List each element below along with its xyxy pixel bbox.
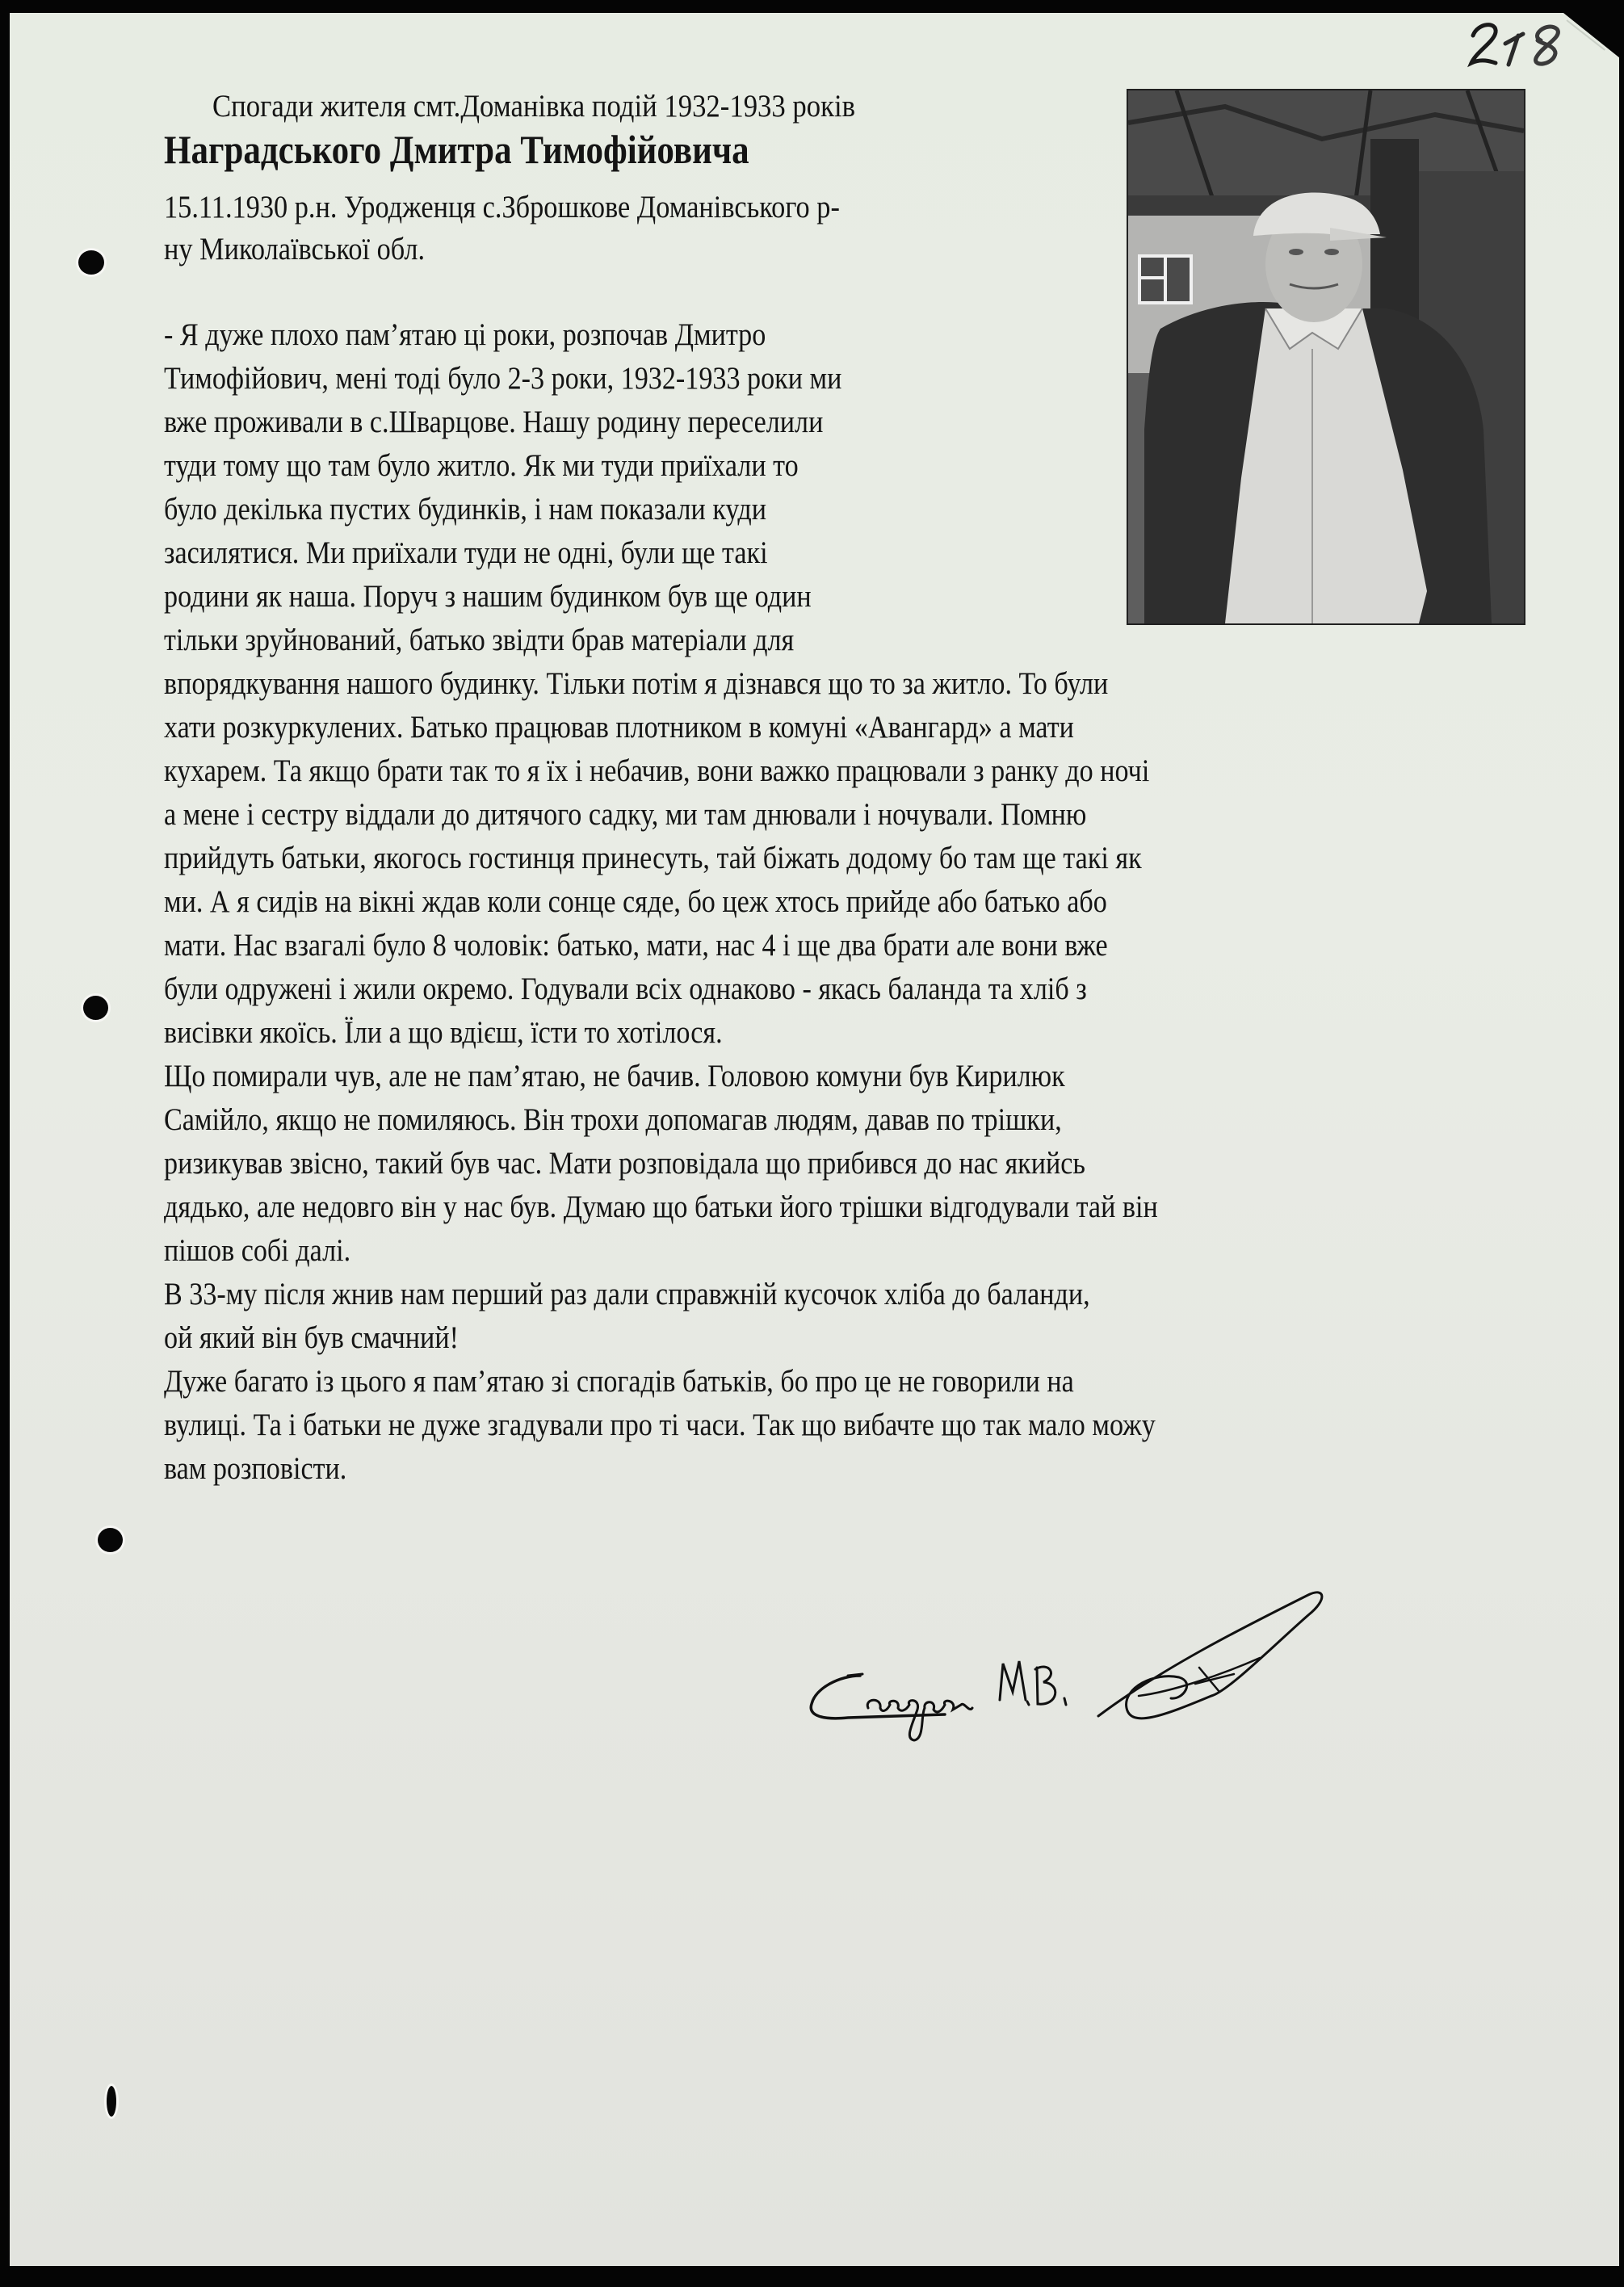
punch-hole <box>83 996 108 1020</box>
punch-hole <box>78 250 104 275</box>
birth-info-line-2: ну Миколаївської обл. <box>164 232 426 266</box>
body-line: тільки зруйнований, батько звідти брав матеріали для <box>164 623 795 657</box>
birth-info-line-1: 15.11.1930 р.н. Уродженця с.Зброшкове Доманівського р- <box>164 190 840 225</box>
body-line: пішов собі далі. <box>164 1233 351 1268</box>
portrait-photo <box>1127 89 1525 625</box>
page-number-text: 278 <box>1463 11 1465 12</box>
body-line: мати. Нас взагалі було 8 чоловік: батько, мати, нас 4 і ще два брати але вони вже <box>164 928 1108 963</box>
body-line: а мене і сестру віддали до дитячого садку, ми там днювали і ночували. Помню <box>164 797 1087 832</box>
body-line: - Я дуже плохо пам’ятаю ці роки, розпочав Дмитро <box>164 317 766 352</box>
body-line: висівки якоїсь. Їли а що вдієш, їсти то хотілося. <box>164 1015 723 1050</box>
document-subtitle: Спогади жителя смт.Доманівка подій 1932-1933 років <box>212 89 856 124</box>
body-line: засилятися. Ми приїхали туди не одні, були ще такі <box>164 535 768 570</box>
body-line: було декілька пустих будинків, і нам показали куди <box>164 492 766 527</box>
body-line: були одружені і жили окремо. Годували всіх однаково - якась баланда та хліб з <box>164 971 1087 1006</box>
body-line: прийдуть батьки, якогось гостинця принесуть, тай біжать додому бо там ще такі як <box>164 841 1142 875</box>
body-line: Що помирали чув, але не пам’ятаю, не бачив. Головою комуни був Кирилюк <box>164 1059 1065 1093</box>
body-line: дядько, але недовго він у нас був. Думаю що батьки його трішки відгодували тай він <box>164 1190 1158 1224</box>
body-line: ризикував звісно, такий був час. Мати розповідала що прибився до нас якийсь <box>164 1146 1085 1181</box>
body-line: В 33-му після жнив нам перший раз дали справжній кусочок хліба до баланди, <box>164 1277 1090 1311</box>
body-line: кухарем. Та якщо брати так то я їх і небачив, вони важко працювали з ранку до ночі <box>164 753 1150 788</box>
portrait-illustration <box>1128 90 1524 623</box>
body-line: Самійло, якщо не помиляюсь. Він трохи допомагав людям, давав по трішки, <box>164 1102 1062 1137</box>
punch-hole <box>98 1528 123 1552</box>
handwritten-page-number <box>1463 11 1568 76</box>
body-line: Дуже багато із цього я пам’ятаю зі спогадів батьків, бо про це не говорили на <box>164 1364 1074 1399</box>
body-line: ой який він був смачний! <box>164 1320 459 1355</box>
signature-block <box>791 1563 1534 1744</box>
body-line: впорядкування нашого будинку. Тільки потім я дізнався що то за житло. То були <box>164 666 1109 701</box>
person-name-heading: Наградського Дмитра Тимофійовича <box>164 127 749 172</box>
body-line: вже проживали в с.Шварцове. Нашу родину переселили <box>164 405 824 439</box>
body-line: туди тому що там було житло. Як ми туди приїхали то <box>164 448 799 483</box>
body-line: родини як наша. Поруч з нашим будинком був ще один <box>164 579 812 614</box>
body-line: вулиці. Та і батьки не дуже згадували про ті часи. Так що вибачте що так мало можу <box>164 1408 1156 1442</box>
body-line: хати розкуркулених. Батько працював плотником в комуні «Авангард» а мати <box>164 710 1074 745</box>
punch-hole <box>107 2086 116 2117</box>
body-line: вам розповісти. <box>164 1451 347 1486</box>
body-line: ми. А я сидів на вікні ждав коли сонце сяде, бо цеж хтось прийде або батько або <box>164 884 1107 919</box>
handwritten-signature <box>791 1563 1534 1744</box>
page-number-handwriting <box>1463 11 1568 76</box>
body-line: Тимофійович, мені тоді було 2-3 роки, 1932-1933 роки ми <box>164 361 842 396</box>
